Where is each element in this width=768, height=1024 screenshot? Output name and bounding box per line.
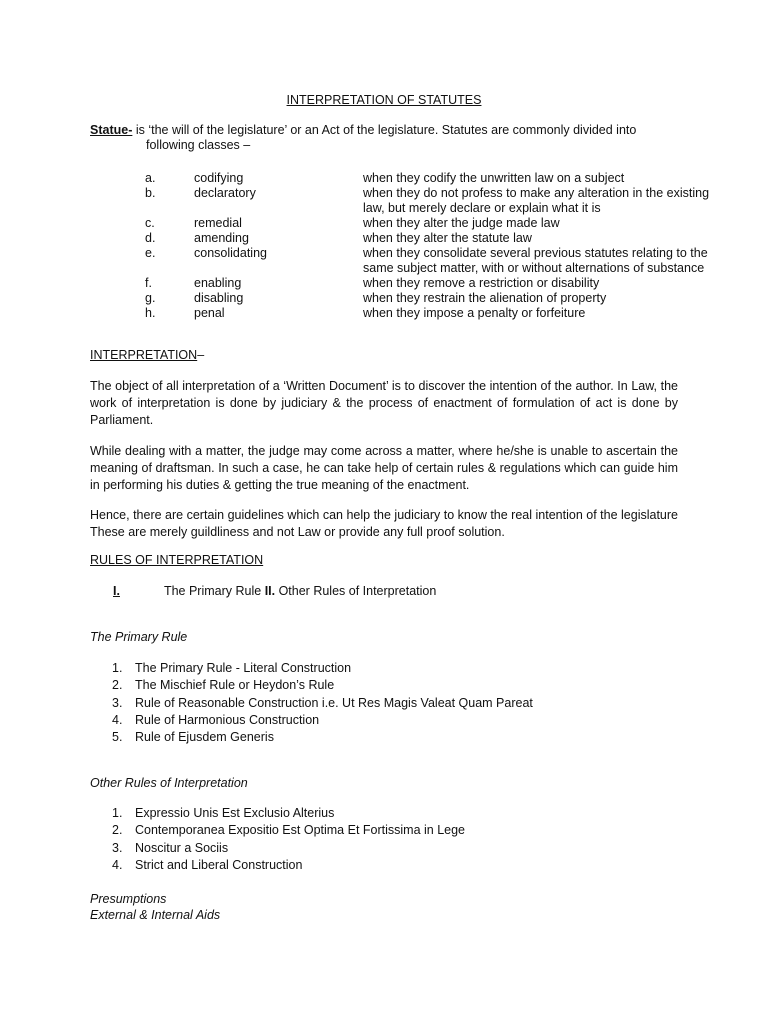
list-item: 5. Rule of Ejusdem Generis (112, 730, 274, 745)
list-item: 2. The Mischief Rule or Heydon’s Rule (112, 678, 335, 693)
class-row (0, 171, 768, 186)
class-name: penal (194, 306, 225, 320)
class-row (0, 291, 768, 306)
list-item: 3. Noscitur a Sociis (112, 840, 229, 855)
class-name: amending (194, 231, 249, 245)
interpretation-paragraph-2: While dealing with a matter, the judge may come across a matter, where he/she is unable to ascertain the meaning of draftsman. In such a case, he can take help of certain rules & regulations which can guide him in performing his duties & getting the true meaning of the enactment. (90, 444, 678, 492)
interpretation-heading-dash: – (197, 348, 205, 362)
rule-other-text: Other Rules of Interpretation (275, 584, 437, 598)
list-item: 3. Rule of Reasonable Construction i.e. Ut Res Magis Valeat Quam Pareat (112, 695, 533, 710)
statue-text-line1: is ‘the will of the legislature’ or an Act of the legislature. Statutes are commonly divided into (132, 123, 637, 137)
class-letter: h. (145, 306, 156, 320)
list-item: 1. The Primary Rule - Literal Construction (112, 661, 352, 675)
class-row (0, 246, 768, 276)
class-letter: a. (145, 171, 156, 185)
class-description: when they alter the statute law (363, 231, 532, 245)
class-letter: d. (145, 231, 156, 245)
class-row (0, 306, 768, 321)
interpretation-paragraph-3: Hence, there are certain guidelines which can help the judiciary to know the real intention of the legislature These are merely guildliness and not Law or provide any full proof solution. (90, 508, 678, 539)
statue-label: Statue- (90, 123, 133, 137)
class-row (0, 186, 768, 216)
rule-primary-text: The Primary Rule (163, 584, 265, 598)
class-description: when they remove a restriction or disability (363, 276, 600, 290)
class-description: when they consolidate several previous statutes relating to the same subject matter, with or without alternations of substance (363, 246, 708, 275)
other-rules-list (112, 805, 465, 874)
interpretation-paragraph-1: The object of all interpretation of a ‘Written Document’ is to discover the intention of the author. In Law, the work of interpretation is done by judiciary & the process of enactment of formulation of act is done by Parliament. (90, 379, 678, 427)
list-item: 1. Expressio Unis Est Exclusio Alterius (112, 806, 335, 820)
statue-definition (90, 123, 678, 153)
list-item: 4. Strict and Liberal Construction (112, 857, 303, 872)
class-name: enabling (194, 276, 242, 290)
class-description: when they alter the judge made law (363, 216, 560, 230)
class-description: when they do not profess to make any alteration in the existing law, but merely declare or explain what it is (363, 186, 710, 215)
class-row (0, 231, 768, 246)
aids-label: External & Internal Aids (90, 908, 221, 922)
presumptions-label: Presumptions (90, 892, 167, 906)
class-letter: g. (145, 291, 156, 305)
class-name: consolidating (194, 246, 267, 260)
statue-text-line2: following classes – (146, 138, 251, 152)
rules-heading: RULES OF INTERPRETATION (90, 553, 264, 567)
rule-numeral-i: I. (113, 584, 120, 598)
rule-numeral-ii: II. (264, 584, 276, 598)
class-name: remedial (194, 216, 242, 230)
page-title: INTERPRETATION OF STATUTES (286, 93, 482, 107)
interpretation-heading-text: INTERPRETATION (90, 348, 198, 362)
list-item: 2. Contemporanea Expositio Est Optima Et Fortissima in Lege (112, 823, 466, 838)
primary-rule-heading: The Primary Rule (90, 630, 188, 644)
class-row (0, 216, 768, 231)
class-letter: c. (145, 216, 155, 230)
statute-classes-list (0, 171, 768, 321)
class-name: codifying (194, 171, 244, 185)
class-description: when they codify the unwritten law on a subject (363, 171, 625, 185)
interpretation-heading (90, 348, 204, 363)
class-letter: b. (145, 186, 156, 200)
class-description: when they impose a penalty or forfeiture (363, 306, 586, 320)
primary-rules-list (112, 660, 533, 746)
class-letter: f. (145, 276, 152, 290)
class-name: declaratory (194, 186, 256, 200)
class-row (0, 276, 768, 291)
class-letter: e. (145, 246, 156, 260)
list-item: 4. Rule of Harmonious Construction (112, 712, 320, 727)
other-rules-heading: Other Rules of Interpretation (90, 776, 248, 790)
class-name: disabling (194, 291, 244, 305)
rules-overview-line (113, 584, 436, 599)
class-description: when they restrain the alienation of property (363, 291, 607, 305)
